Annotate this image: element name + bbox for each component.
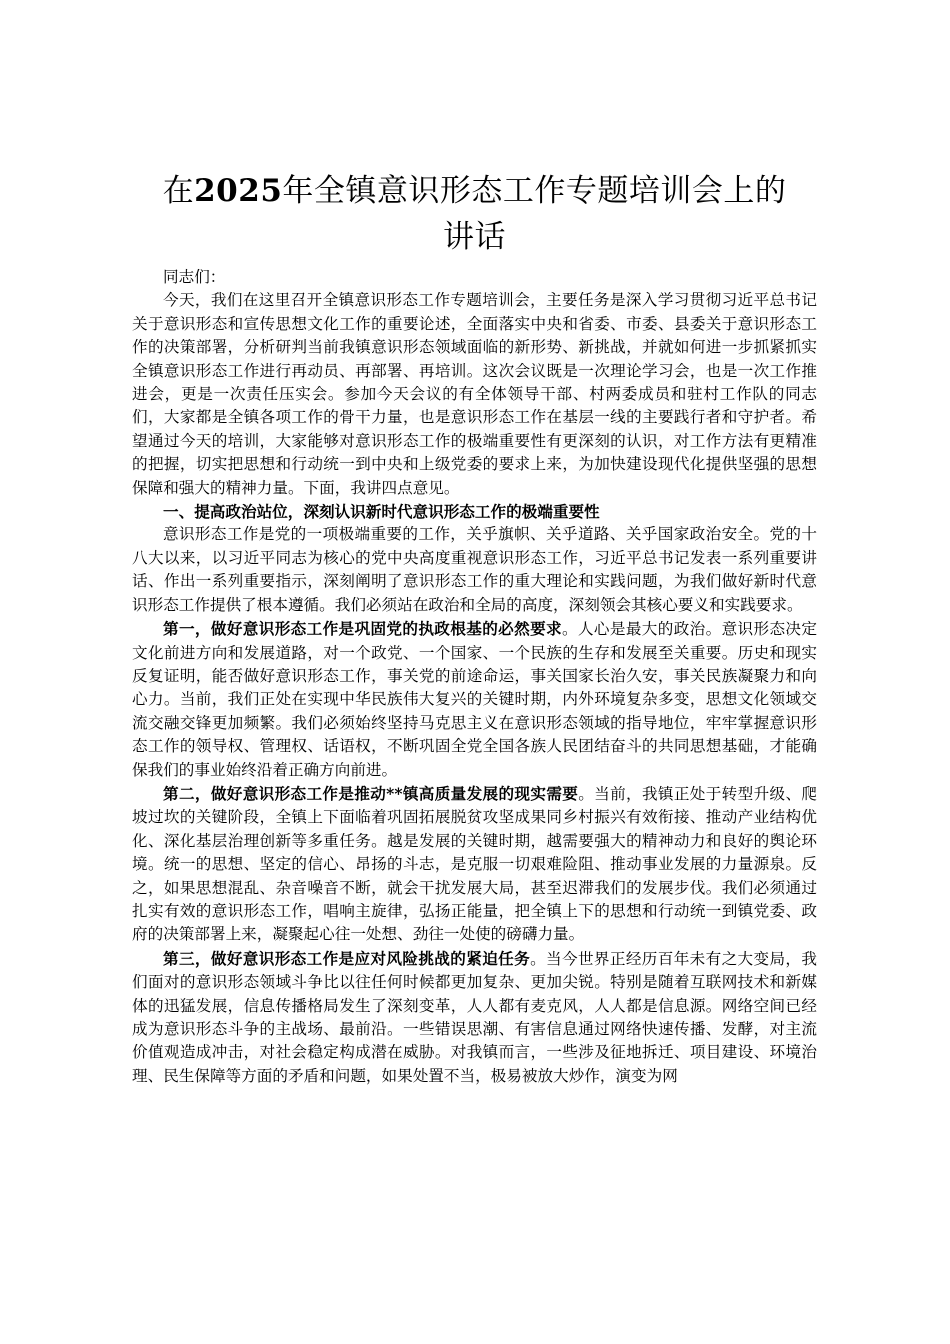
- point3-paragraph: [132, 947, 817, 1088]
- point3-body: 。当今世界正经历百年未有之大变局，我们面对的意识形态领域斗争比以往任何时候都更加复杂、更加尖锐。特别是随着互联网技术和新媒体的迅猛发展，信息传播格局发生了深刻变革，人人都有麦克风，人人都是信息源。网络空间已经成为意识形态斗争的主战场、最前沿。一些错误思潮、有害信息通过网络快速传播、发酵，对主流价值观造成冲击，对社会稳定构成潜在威胁。对我镇而言，一些涉及征地拆迁、项目建设、环境治理、民生保障等方面的矛盾和问题，如果处置不当，极易被放大炒作，演变为网: [132, 949, 817, 1085]
- document-title: [132, 168, 817, 260]
- title-year: 2025: [194, 173, 283, 209]
- point3-lead: 第三，做好意识形态工作是应对风险挑战的紧迫任务: [163, 948, 531, 968]
- section1-heading: 一、提高政治站位，深刻认识新时代意识形态工作的极端重要性: [163, 502, 600, 522]
- point1-paragraph: [132, 617, 817, 782]
- title-line2: 讲话: [443, 219, 506, 255]
- point2-body: 。当前，我镇正处于转型升级、爬坡过坎的关键阶段，全镇上下面临着巩固拓展脱贫攻坚成果同乡村振兴有效衔接、推动产业结构优化、深化基层治理创新等多重任务。越是发展的关键时期，越需要强大的精神动力和良好的舆论环境。统一的思想、坚定的信心、昂扬的斗志，是克服一切艰难险阻、推动事业发展的力量源泉。反之，如果思想混乱、杂音噪音不断，就会干扰发展大局，甚至迟滞我们的发展步伐。我们必须通过扎实有效的意识形态工作，唱响主旋律，弘扬正能量，把全镇上下的思想和行动统一到镇党委、政府的决策部署上来，凝聚起心往一处想、劲往一处使的磅礴力量。: [132, 784, 817, 944]
- document-page: [132, 168, 817, 1088]
- title-line1-rest: 年全镇意识形态工作专题培训会上的: [282, 173, 787, 209]
- title-prefix: 在: [162, 173, 195, 209]
- point2-lead: 第二，做好意识形态工作是推动**镇高质量发展的现实需要: [163, 783, 579, 803]
- section1-paragraph: 意识形态工作是党的一项极端重要的工作，关乎旗帜、关乎道路、关乎国家政治安全。党的十八大以来，以习近平同志为核心的党中央高度重视意识形态工作，习近平总书记发表一系列重要讲话、作出一系列重要指示，深刻阐明了意识形态工作的重大理论和实践问题，为我们做好新时代意识形态工作提供了根本遵循。我们必须站在政治和全局的高度，深刻领会其核心要义和实践要求。: [132, 525, 817, 614]
- salutation: 同志们：: [163, 268, 226, 286]
- point1-body: 。人心是最大的政治。意识形态决定文化前进方向和发展道路，对一个政党、一个国家、一个民族的生存和发展至关重要。历史和现实反复证明，能否做好意识形态工作，事关党的前途命运，事关国家长治久安，事关民族凝聚力和向心力。当前，我们正处在实现中华民族伟大复兴的关键时期，内外环境复杂多变，思想文化领域交流交融交锋更加频繁。我们必须始终坚持马克思主义在意识形态领域的指导地位，牢牢掌握意识形态工作的领导权、管理权、话语权，不断巩固全党全国各族人民团结奋斗的共同思想基础，才能确保我们的事业始终沿着正确方向前进。: [132, 620, 817, 779]
- intro-paragraph: 今天，我们在这里召开全镇意识形态工作专题培训会，主要任务是深入学习贯彻习近平总书记关于意识形态和宣传思想文化工作的重要论述，全面落实中央和省委、市委、县委关于意识形态工作的决策部署，分析研判当前我镇意识形态领域面临的新形势、新挑战，并就如何进一步抓紧抓实全镇意识形态工作进行再动员、再部署、再培训。这次会议既是一次理论学习会，也是一次工作推进会，更是一次责任压实会。参加今天会议的有全体领导干部、村两委成员和驻村工作队的同志们，大家都是全镇各项工作的骨干力量，也是意识形态工作在基层一线的主要践行者和守护者。希望通过今天的培训，大家能够对意识形态工作的极端重要性有更深刻的认识，对工作方法有更精准的把握，切实把思想和行动统一到中央和上级党委的要求上来，为加快建设现代化提供坚强的思想保障和强大的精神力量。下面，我讲四点意见。: [132, 291, 817, 497]
- point2-paragraph: [132, 782, 817, 947]
- point1-lead: 第一，做好意识形态工作是巩固党的执政根基的必然要求: [163, 619, 562, 639]
